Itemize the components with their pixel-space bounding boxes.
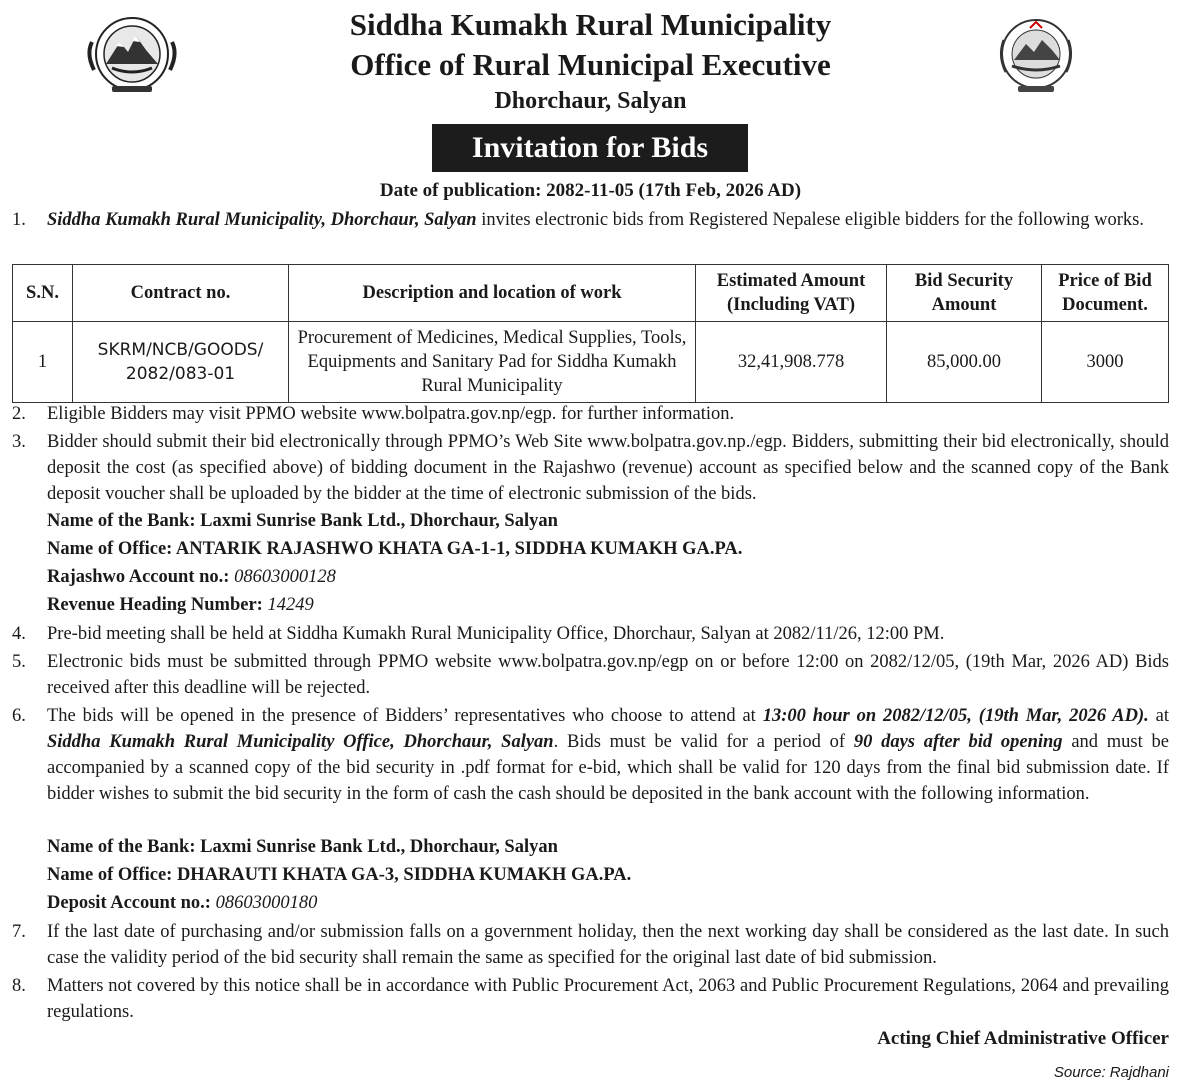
col-header: S.N. bbox=[13, 265, 73, 322]
item-8-text: Matters not covered by this notice shall be in accordance with Public Procurement Act, 2063 and Public Procurement Regulations, 2064 and prevailing regulations. bbox=[47, 976, 1169, 1022]
deposit-account-label: Deposit Account no.: bbox=[47, 893, 216, 913]
opening-datetime: 13:00 hour on 2082/12/05, (19th Mar, 2026 AD). bbox=[762, 706, 1149, 726]
cell-sn: 1 bbox=[13, 322, 73, 403]
deposit-account-line bbox=[47, 889, 317, 917]
item-number: 4. bbox=[12, 624, 26, 644]
revenue-heading-number: 14249 bbox=[267, 595, 314, 615]
item-2-text: Eligible Bidders may visit PPMO website www.bolpatra.gov.np/egp. for further information. bbox=[47, 404, 735, 424]
col-header: Estimated Amount (Including VAT) bbox=[696, 265, 887, 322]
item-6-text bbox=[47, 703, 1169, 807]
deposit-account-number: 08603000180 bbox=[215, 893, 318, 913]
bid-works-table bbox=[12, 264, 1169, 403]
revenue-account-number: 08603000128 bbox=[234, 567, 336, 587]
cell-description: Procurement of Medicines, Medical Supplies, Tools, Equipments and Sanitary Pad for Siddha Kumakh Rural Municipality bbox=[289, 322, 696, 403]
revenue-account-label: Rajashwo Account no.: bbox=[47, 567, 235, 587]
office-location: Dhorchaur, Salyan bbox=[494, 88, 687, 114]
revenue-heading-label: Revenue Heading Number: bbox=[47, 595, 268, 615]
publication-date: Date of publication: 2082-11-05 (17th Feb, 2026 AD) bbox=[379, 180, 802, 201]
item-1-body: invites electronic bids from Registered Nepalese eligible bidders for the following works. bbox=[476, 210, 1144, 230]
col-header: Bid Security Amount bbox=[887, 265, 1042, 322]
table-header-row bbox=[13, 265, 1169, 322]
inviting-body: Siddha Kumakh Rural Municipality, Dhorchaur, Salyan bbox=[47, 210, 477, 230]
item-6-body: at bbox=[1148, 706, 1169, 726]
item-6-body: . Bids must be valid for a period of bbox=[553, 732, 854, 752]
deposit-bank-name: Name of the Bank: Laxmi Sunrise Bank Ltd., Dhorchaur, Salyan bbox=[47, 837, 558, 857]
item-6-body: and must be accompanied by a scanned copy of the bid security in .pdf format for e-bid, which shall be valid for 120 days from the final bid submission date. If bidder wishes to submit the bid security in the form of cash the cash should be deposited in the bank account with the following information. bbox=[47, 732, 1169, 804]
item-1-text bbox=[47, 207, 1169, 233]
item-number: 2. bbox=[12, 404, 26, 424]
municipality-name: Siddha Kumakh Rural Municipality bbox=[349, 7, 832, 42]
notice-title-banner: Invitation for Bids bbox=[432, 124, 748, 172]
source-credit: Source: Rajdhani bbox=[1053, 1064, 1169, 1081]
item-number: 5. bbox=[12, 652, 26, 672]
col-header: Contract no. bbox=[73, 265, 289, 322]
table-row bbox=[13, 322, 1169, 403]
office-name: Office of Rural Municipal Executive bbox=[350, 47, 831, 82]
item-number: 7. bbox=[12, 922, 26, 942]
item-3-text: Bidder should submit their bid electronically through PPMO’s Web Site www.bolpatra.gov.np./egp. Bidders, submitting their bid electronically, should deposit the cost (as specified above) of bidding document in the Rajashwo (revenue) account as specified below and the scanned copy of the Bank deposit voucher shall be uploaded by the bidder at the time of electronic submission of the bids. bbox=[47, 432, 1169, 504]
cell-bid-doc-price: 3000 bbox=[1042, 322, 1169, 403]
item-number: 1. bbox=[12, 210, 26, 230]
item-number: 6. bbox=[12, 706, 26, 726]
item-7-text: If the last date of purchasing and/or submission falls on a government holiday, then the next working day shall be considered as the last date. In such case the validity period of the bid security shall remain the same as specified for the original last date of bid submission. bbox=[47, 922, 1169, 968]
signatory-title: Acting Chief Administrative Officer bbox=[877, 1028, 1169, 1049]
cell-contract-no: SKRM/NCB/GOODS/ 2082/083-01 bbox=[73, 322, 289, 403]
item-number: 3. bbox=[12, 432, 26, 452]
item-5-text: Electronic bids must be submitted through PPMO website www.bolpatra.gov.np/egp on or before 12:00 on 2082/12/05, (19th Mar, 2026 AD) Bids received after this deadline will be rejected. bbox=[47, 652, 1169, 698]
cell-estimated-amount: 32,41,908.778 bbox=[696, 322, 887, 403]
bid-validity: 90 days after bid opening bbox=[853, 732, 1063, 752]
item-4-text: Pre-bid meeting shall be held at Siddha Kumakh Rural Municipality Office, Dhorchaur, Salyan at 2082/11/26, 12:00 PM. bbox=[47, 624, 945, 644]
revenue-heading-line bbox=[47, 591, 314, 619]
col-header: Price of Bid Document. bbox=[1042, 265, 1169, 322]
deposit-office-name: Name of Office: DHARAUTI KHATA GA-3, SIDDHA KUMAKH GA.PA. bbox=[47, 865, 632, 885]
revenue-bank-name: Name of the Bank: Laxmi Sunrise Bank Ltd., Dhorchaur, Salyan bbox=[47, 511, 558, 531]
item-6-body: The bids will be opened in the presence of Bidders’ representatives who choose to attend at bbox=[47, 706, 763, 726]
cell-bid-security: 85,000.00 bbox=[887, 322, 1042, 403]
opening-venue: Siddha Kumakh Rural Municipality Office, Dhorchaur, Salyan bbox=[47, 732, 554, 752]
revenue-account-line bbox=[47, 563, 336, 591]
col-header: Description and location of work bbox=[289, 265, 696, 322]
revenue-office-name: Name of Office: ANTARIK RAJASHWO KHATA GA-1-1, SIDDHA KUMAKH GA.PA. bbox=[47, 539, 743, 559]
item-number: 8. bbox=[12, 976, 26, 996]
